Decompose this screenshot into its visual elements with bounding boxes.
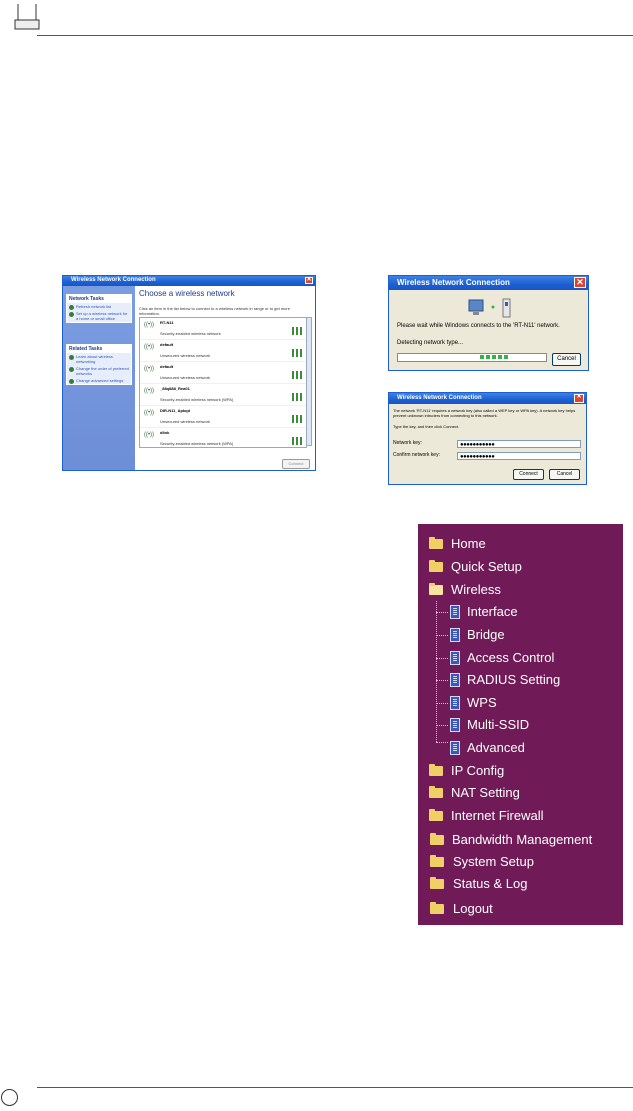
network-list-item[interactable]: [140, 384, 306, 406]
change-network-order-link[interactable]: Change the order of preferred networks: [67, 365, 131, 377]
network-name: default: [160, 342, 174, 347]
signal-strength-icon: [292, 349, 302, 357]
header-rule: [37, 35, 633, 36]
tree-connector: [436, 725, 448, 726]
menu-item-interface[interactable]: Interface: [467, 604, 518, 619]
connect-button[interactable]: Connect: [282, 459, 310, 469]
folder-icon: [429, 811, 443, 821]
detecting-status: Detecting network type...: [397, 340, 464, 346]
choose-network-description: Click an item in the list below to connect to a wireless network in range or to get more information.: [139, 306, 290, 316]
wireless-antenna-icon: ((•)): [143, 366, 155, 372]
dialog-title: Wireless Network Connection: [397, 278, 510, 287]
menu-item-multi-ssid[interactable]: Multi-SSID: [467, 717, 530, 732]
folder-icon: [430, 835, 444, 845]
network-list-item[interactable]: [140, 406, 306, 428]
network-tasks-panel: [66, 294, 132, 323]
document-icon: [450, 605, 460, 619]
connect-button[interactable]: Connect: [513, 469, 544, 480]
document-icon: [450, 673, 460, 687]
network-name: default: [160, 364, 174, 369]
network-list: [139, 317, 307, 448]
close-icon[interactable]: ✕: [306, 277, 312, 283]
network-key-label: Network key:: [393, 440, 422, 446]
confirm-key-label: Confirm network key:: [393, 452, 440, 458]
progress-block: [504, 355, 508, 359]
network-key-field[interactable]: ●●●●●●●●●●●: [457, 440, 581, 448]
computer-to-router-icon: [467, 297, 515, 319]
window-title-bar: [63, 276, 315, 286]
tree-connector: [436, 703, 448, 704]
menu-item-advanced[interactable]: Advanced: [467, 740, 525, 755]
network-list-item[interactable]: [140, 318, 306, 340]
connection-progress-bar: [397, 353, 547, 362]
dialog-title: Wireless Network Connection: [397, 395, 482, 401]
network-status: Security-enabled wireless network (WPA): [160, 441, 234, 446]
choose-network-heading: Choose a wireless network: [139, 289, 235, 298]
signal-strength-icon: [292, 415, 302, 423]
network-status: Unsecured wireless network: [160, 375, 211, 380]
folder-icon: [430, 904, 444, 914]
wireless-antenna-icon: ((•)): [143, 322, 155, 328]
network-status: Security-enabled wireless network (WPA): [160, 397, 234, 402]
tree-connector: [436, 658, 448, 659]
related-tasks-panel: [66, 344, 132, 385]
network-name: _88q888_Rea01: [160, 386, 190, 391]
wireless-network-connection-window: [62, 275, 316, 471]
learn-wireless-link[interactable]: Learn about wireless networking: [67, 353, 131, 365]
menu-item-status-log[interactable]: Status & Log: [453, 876, 528, 891]
setup-wireless-network-link[interactable]: Set up a wireless network for a home or small office: [67, 310, 131, 322]
document-icon: [450, 696, 460, 710]
cancel-button[interactable]: Cancel: [549, 469, 580, 480]
signal-strength-icon: [292, 437, 302, 445]
menu-item-home[interactable]: Home: [451, 536, 486, 551]
folder-icon: [429, 539, 443, 549]
network-key-instruction: Type the key, and then click Connect.: [393, 424, 460, 429]
refresh-network-list-link[interactable]: Refresh network list: [67, 303, 131, 310]
router-navigation-menu: [418, 524, 623, 925]
close-icon[interactable]: ✕: [574, 277, 586, 288]
network-name: dlink: [160, 430, 170, 435]
page-number-circle: [1, 1089, 18, 1106]
menu-item-quick-setup[interactable]: Quick Setup: [451, 559, 522, 574]
wireless-antenna-icon: ((•)): [143, 388, 155, 394]
network-status: Security-enabled wireless network: [160, 331, 221, 336]
router-icon: [14, 2, 40, 32]
menu-item-wireless[interactable]: Wireless: [451, 582, 501, 597]
network-chooser-pane: [135, 286, 315, 470]
progress-block: [480, 355, 484, 359]
document-icon: [450, 651, 460, 665]
progress-block: [492, 355, 496, 359]
menu-item-logout[interactable]: Logout: [453, 901, 493, 916]
change-advanced-settings-link[interactable]: Change advanced settings: [67, 377, 131, 384]
menu-item-wps[interactable]: WPS: [467, 695, 497, 710]
network-key-message: The network 'RT-N11' requires a network key (also called a WEP key or WPA key). A network key helps prevent unknown intruders from connecting to this network.: [393, 408, 576, 418]
window-title: Wireless Network Connection: [71, 277, 156, 283]
tree-connector: [436, 612, 448, 613]
folder-icon: [430, 879, 444, 889]
network-key-dialog: [388, 392, 587, 485]
network-list-item[interactable]: [140, 340, 306, 362]
menu-item-access-control[interactable]: Access Control: [467, 650, 555, 665]
tree-connector: [436, 635, 448, 636]
cancel-button[interactable]: Cancel: [552, 353, 581, 366]
folder-open-icon: [429, 585, 443, 595]
connecting-message: Please wait while Windows connects to the 'RT-N11' network.: [397, 323, 560, 329]
network-name: DIR-N11_Apkqd: [160, 408, 191, 413]
menu-item-radius-setting[interactable]: RADIUS Setting: [467, 672, 561, 687]
network-list-item[interactable]: [140, 362, 306, 384]
menu-item-internet-firewall[interactable]: Internet Firewall: [451, 808, 544, 823]
menu-item-nat-setting[interactable]: NAT Setting: [451, 785, 520, 800]
dialog-title-bar: [389, 393, 586, 404]
related-tasks-heading: Related Tasks: [67, 345, 131, 353]
tree-connector: [436, 680, 448, 681]
document-icon: [450, 741, 460, 755]
network-status: Unsecured wireless network: [160, 419, 211, 424]
dialog-title-bar: [389, 276, 588, 290]
signal-strength-icon: [292, 371, 302, 379]
network-name: RT-N11: [160, 320, 174, 325]
progress-block: [498, 355, 502, 359]
folder-icon: [429, 766, 443, 776]
network-tasks-heading: Network Tasks: [67, 295, 131, 303]
confirm-key-field[interactable]: ●●●●●●●●●●●: [457, 452, 581, 460]
document-icon: [450, 628, 460, 642]
signal-strength-icon: [292, 393, 302, 401]
wireless-antenna-icon: ((•)): [143, 410, 155, 416]
document-icon: [450, 718, 460, 732]
menu-item-bridge[interactable]: Bridge: [467, 627, 505, 642]
folder-icon: [429, 788, 443, 798]
signal-strength-icon: [292, 327, 302, 335]
menu-item-system-setup[interactable]: System Setup: [453, 854, 534, 869]
tree-connector: [436, 601, 437, 742]
folder-icon: [430, 857, 444, 867]
progress-block: [486, 355, 490, 359]
network-status: Unsecured wireless network: [160, 353, 211, 358]
folder-icon: [429, 562, 443, 572]
task-sidebar: [63, 286, 135, 470]
menu-item-bandwidth-management[interactable]: Bandwidth Management: [452, 832, 593, 847]
menu-item-ip-config[interactable]: IP Config: [451, 763, 505, 778]
footer-rule: [37, 1087, 633, 1088]
network-list-item[interactable]: [140, 428, 306, 448]
close-icon[interactable]: ✕: [574, 394, 584, 403]
connecting-dialog: [388, 275, 589, 371]
wireless-antenna-icon: ((•)): [143, 344, 155, 350]
network-list-scrollbar[interactable]: [306, 317, 312, 446]
tree-connector: [436, 742, 448, 743]
wireless-antenna-icon: ((•)): [143, 432, 155, 438]
